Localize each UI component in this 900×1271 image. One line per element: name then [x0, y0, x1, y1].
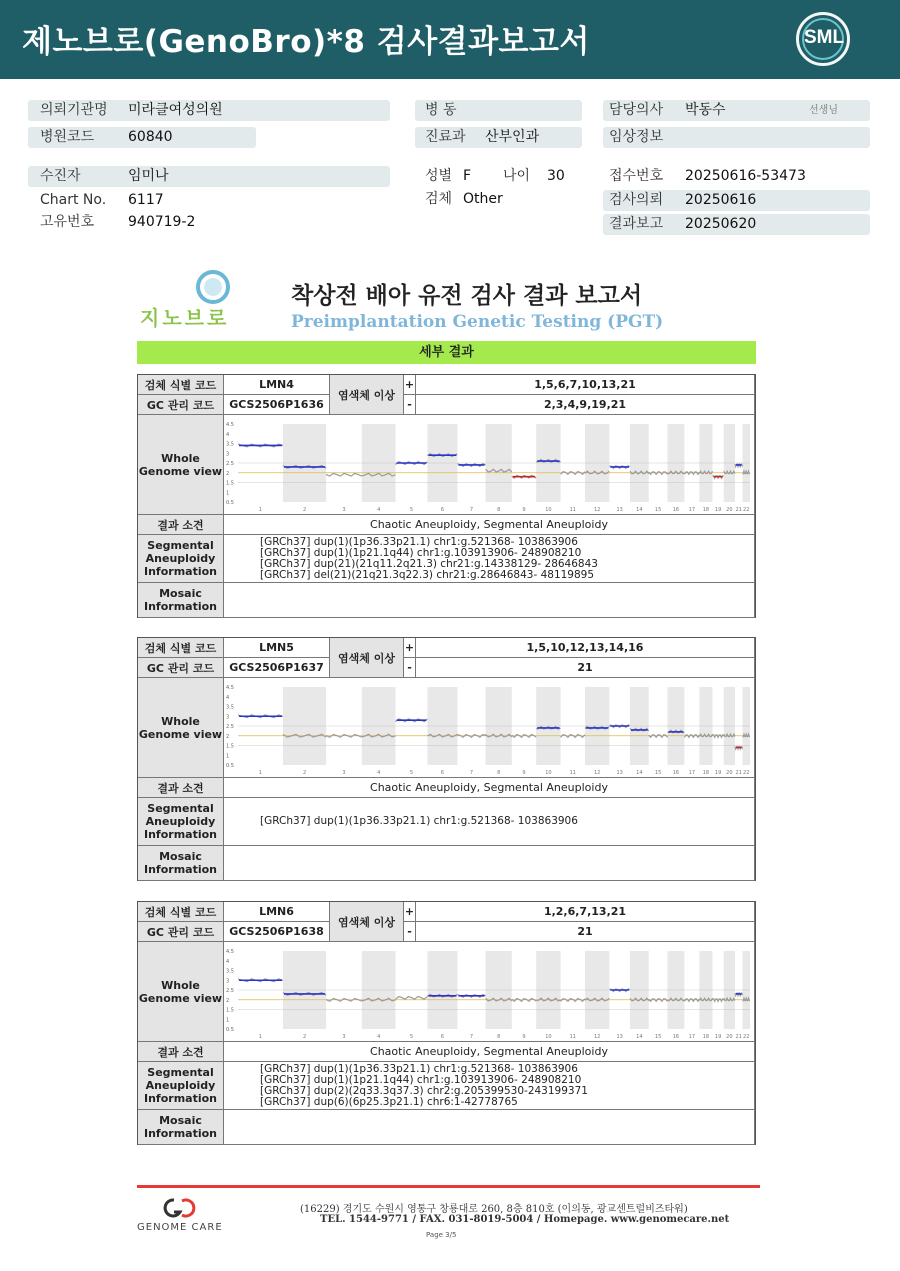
x-tick-label: 4: [377, 506, 381, 513]
y-tick-label: 1: [226, 752, 230, 759]
footer-contact: TEL. 1544-9771 / FAX. 031-8019-5004 / Homepage. www.genomecare.net: [320, 1214, 730, 1225]
age-label: 나이: [503, 168, 531, 184]
x-tick-label: 20: [726, 1033, 733, 1040]
gc-code-value: GCS2506P1638: [224, 922, 330, 942]
x-tick-label: 5: [409, 1033, 414, 1040]
whole-genome-label: Whole Genome view: [138, 942, 224, 1042]
specimen-label: 검체: [425, 191, 453, 207]
request-value: 20250616: [685, 192, 757, 208]
segmental-line: [GRCh37] dup(1)(1p21.1q44) chr1:g.103913906- 248908210: [260, 1074, 582, 1086]
x-tick-label: 17: [688, 1033, 696, 1040]
sample-id-value: LMN6: [224, 902, 330, 922]
x-tick-label: 8: [497, 769, 501, 776]
y-tick-label: 4.5: [226, 948, 234, 955]
dept-label: 진료과: [425, 129, 466, 145]
y-tick-label: 1: [226, 489, 230, 496]
id-label: 고유번호: [40, 214, 95, 230]
y-tick-label: 3: [226, 713, 230, 720]
gain-sign: +: [404, 638, 416, 658]
x-tick-label: 21: [735, 506, 742, 513]
mosaic-value: [224, 1110, 755, 1145]
x-tick-label: 14: [636, 769, 643, 776]
y-tick-label: 4: [226, 431, 230, 438]
x-tick-label: 14: [636, 1033, 643, 1040]
sample-table: [137, 374, 756, 618]
clinical-row: [603, 127, 870, 148]
x-tick-label: 10: [545, 1033, 552, 1040]
x-tick-label: 7: [469, 1033, 474, 1040]
whole-genome-plot: [224, 415, 755, 515]
x-tick-label: 21: [735, 769, 742, 776]
x-tick-label: 18: [702, 506, 710, 513]
name-row: [28, 166, 390, 187]
segmental-line: [GRCh37] dup(21)(21q11.2q21.3) chr21:g.14338129- 28646843: [260, 558, 598, 570]
gc-code-label: GC 관리 코드: [138, 395, 224, 415]
gc-code-value: GCS2506P1636: [224, 395, 330, 415]
hospital-code-row: [28, 127, 256, 148]
y-tick-label: 1: [226, 1016, 230, 1023]
mosaic-label: Mosaic Information: [138, 1110, 224, 1145]
mosaic-label: Mosaic Information: [138, 846, 224, 881]
sample-table: [137, 637, 756, 881]
x-tick-label: 6: [440, 1033, 445, 1040]
page-title: 제노브로(GenoBro)*8 검사결과보고서: [22, 24, 590, 60]
y-tick-label: 0.5: [226, 1026, 234, 1033]
chrom-abn-label: 염색체 이상: [330, 638, 404, 678]
doctor-row: [603, 100, 870, 121]
doctor-suffix: 선생님: [809, 105, 838, 116]
sex-value: F: [463, 168, 472, 184]
x-tick-label: 8: [497, 1033, 501, 1040]
loss-chromosomes: 21: [416, 658, 755, 678]
page-number: Page 3/5: [426, 1231, 457, 1239]
gc-code-label: GC 관리 코드: [138, 922, 224, 942]
x-tick-label: 9: [522, 506, 526, 513]
segmental-label: Segmental Aneuploidy Information: [138, 798, 224, 846]
report-subtitle: Preimplantation Genetic Testing (PGT): [291, 312, 664, 332]
segmental-value: [224, 798, 755, 846]
finding-label: 결과 소견: [138, 778, 224, 798]
age-value: 30: [547, 168, 565, 184]
sml-logo: [796, 12, 852, 66]
x-tick-label: 3: [342, 506, 346, 513]
sample-id-label: 검체 식별 코드: [138, 902, 224, 922]
finding-value: Chaotic Aneuploidy, Segmental Aneuploidy: [224, 515, 755, 535]
y-tick-label: 2.5: [226, 723, 234, 730]
y-tick-label: 1.5: [226, 1007, 234, 1013]
y-tick-label: 2: [226, 470, 230, 477]
gain-sign: +: [404, 375, 416, 395]
loss-sign: -: [404, 658, 416, 678]
report-title: 착상전 배아 유전 검사 결과 보고서: [291, 283, 643, 309]
report-row: [603, 214, 870, 235]
x-tick-label: 3: [342, 1033, 346, 1040]
x-tick-label: 6: [440, 769, 445, 776]
x-tick-label: 22: [743, 506, 750, 513]
dept-row: [415, 127, 582, 148]
y-tick-label: 2: [226, 997, 230, 1004]
x-tick-label: 5: [409, 769, 414, 776]
clinical-label: 임상정보: [609, 129, 664, 145]
x-tick-label: 13: [616, 1033, 623, 1040]
x-tick-label: 7: [469, 769, 474, 776]
x-tick-label: 5: [409, 506, 414, 513]
x-tick-label: 6: [440, 506, 445, 513]
x-tick-label: 11: [569, 1033, 576, 1040]
gc-code-value: GCS2506P1637: [224, 658, 330, 678]
gc-code-label: GC 관리 코드: [138, 658, 224, 678]
sex-age-row: [415, 166, 590, 187]
chart-label: Chart No.: [40, 192, 107, 208]
segmental-line: [GRCh37] del(21)(21q21.3q22.3) chr21:g.28646843- 48119895: [260, 569, 595, 581]
gain-chromosomes: 1,2,6,7,13,21: [416, 902, 755, 922]
request-label: 검사의뢰: [609, 192, 664, 208]
x-tick-label: 9: [522, 1033, 526, 1040]
x-tick-label: 1: [258, 506, 263, 513]
receipt-row: [603, 166, 870, 187]
sample-id-label: 검체 식별 코드: [138, 638, 224, 658]
x-tick-label: 16: [672, 1033, 680, 1040]
hospital-code-value: 60840: [128, 129, 173, 145]
genobro-logo-text: 지노브로: [140, 306, 230, 330]
receipt-value: 20250616-53473: [685, 168, 806, 184]
x-tick-label: 8: [497, 506, 501, 513]
loss-chromosomes: 2,3,4,9,19,21: [416, 395, 755, 415]
x-tick-label: 19: [714, 506, 722, 513]
x-tick-label: 1: [258, 1033, 263, 1040]
institution-value: 미라클여성의원: [128, 102, 223, 118]
doctor-value: 박동수: [685, 102, 726, 118]
y-tick-label: 3: [226, 450, 230, 457]
y-tick-label: 3: [226, 977, 230, 984]
specimen-value: Other: [463, 191, 503, 207]
name-value: 임미나: [128, 168, 169, 184]
x-tick-label: 11: [569, 769, 576, 776]
x-tick-label: 16: [672, 769, 680, 776]
finding-label: 결과 소견: [138, 515, 224, 535]
ward-label: 병 동: [425, 102, 457, 118]
hospital-code-label: 병원코드: [40, 129, 95, 145]
whole-genome-label: Whole Genome view: [138, 415, 224, 515]
x-tick-label: 15: [654, 769, 662, 776]
x-tick-label: 16: [672, 506, 680, 513]
segmental-line: [GRCh37] dup(6)(6p25.3p21.1) chr6:1-42778765: [260, 1096, 518, 1108]
segmental-line: [GRCh37] dup(1)(1p36.33p21.1) chr1:g.521368- 103863906: [260, 1063, 578, 1075]
institution-row: [28, 100, 390, 121]
genome-care-logo-icon: [160, 1197, 200, 1219]
x-tick-label: 4: [377, 1033, 381, 1040]
x-tick-label: 22: [743, 769, 750, 776]
mosaic-label: Mosaic Information: [138, 583, 224, 618]
sample-id-value: LMN5: [224, 638, 330, 658]
x-tick-label: 18: [702, 1033, 710, 1040]
genome-plot-svg: [224, 679, 754, 777]
ward-row: [415, 100, 582, 121]
footer-address: (16229) 경기도 수원시 영통구 창룡대로 260, 8층 810호 (이의동, 광교센트럴비즈타워): [300, 1204, 688, 1215]
whole-genome-plot: [224, 942, 755, 1042]
gain-chromosomes: 1,5,10,12,13,14,16: [416, 638, 755, 658]
finding-value: Chaotic Aneuploidy, Segmental Aneuploidy: [224, 778, 755, 798]
x-tick-label: 4: [377, 769, 381, 776]
sample-id-label: 검체 식별 코드: [138, 375, 224, 395]
request-row: [603, 190, 870, 211]
section-header: 세부 결과: [137, 341, 756, 364]
sex-label: 성별: [425, 168, 453, 184]
y-tick-label: 3.5: [226, 704, 234, 710]
y-tick-label: 1.5: [226, 480, 234, 486]
x-tick-label: 11: [569, 506, 576, 513]
report-value: 20250620: [685, 216, 757, 232]
loss-sign: -: [404, 395, 416, 415]
report-label: 결과보고: [609, 216, 664, 232]
y-tick-label: 2.5: [226, 987, 234, 994]
whole-genome-label: Whole Genome view: [138, 678, 224, 778]
finding-value: Chaotic Aneuploidy, Segmental Aneuploidy: [224, 1042, 755, 1062]
gain-chromosomes: 1,5,6,7,10,13,21: [416, 375, 755, 395]
mosaic-value: [224, 583, 755, 618]
segmental-line: [GRCh37] dup(1)(1p36.33p21.1) chr1:g.521368- 103863906: [260, 536, 578, 548]
x-tick-label: 15: [654, 506, 662, 513]
name-label: 수진자: [40, 168, 81, 184]
x-tick-label: 9: [522, 769, 526, 776]
x-tick-label: 12: [593, 1033, 601, 1040]
genome-plot-svg: [224, 943, 754, 1041]
loss-chromosomes: 21: [416, 922, 755, 942]
chart-value: 6117: [128, 192, 164, 208]
y-tick-label: 0.5: [226, 499, 234, 506]
doctor-label: 담당의사: [609, 102, 664, 118]
x-tick-label: 13: [616, 769, 623, 776]
x-tick-label: 17: [688, 769, 696, 776]
y-tick-label: 4: [226, 958, 230, 965]
x-tick-label: 12: [593, 506, 601, 513]
x-tick-label: 2: [302, 506, 307, 513]
sample-table: [137, 901, 756, 1145]
receipt-label: 접수번호: [609, 168, 664, 184]
y-tick-label: 3.5: [226, 968, 234, 974]
chrom-abn-label: 염색체 이상: [330, 902, 404, 942]
x-tick-label: 20: [726, 506, 733, 513]
x-tick-label: 19: [714, 1033, 722, 1040]
institution-label: 의뢰기관명: [40, 102, 108, 118]
segmental-line: [GRCh37] dup(2)(2q33.3q37.3) chr2:g.205399530-243199371: [260, 1085, 588, 1097]
gain-sign: +: [404, 902, 416, 922]
id-value: 940719-2: [128, 214, 196, 230]
header-bar: [0, 0, 900, 79]
x-tick-label: 10: [545, 506, 552, 513]
loss-sign: -: [404, 922, 416, 942]
y-tick-label: 4: [226, 694, 230, 701]
x-tick-label: 7: [469, 506, 474, 513]
whole-genome-plot: [224, 678, 755, 778]
segmental-value: [224, 1062, 755, 1110]
y-tick-label: 3.5: [226, 441, 234, 447]
y-tick-label: 2: [226, 733, 230, 740]
company-name: GENOME CARE: [137, 1222, 223, 1233]
segmental-label: Segmental Aneuploidy Information: [138, 535, 224, 583]
segmental-label: Segmental Aneuploidy Information: [138, 1062, 224, 1110]
x-tick-label: 18: [702, 769, 710, 776]
y-tick-label: 4.5: [226, 421, 234, 428]
x-tick-label: 1: [258, 769, 263, 776]
genome-plot-svg: [224, 416, 754, 514]
x-tick-label: 21: [735, 1033, 742, 1040]
y-tick-label: 0.5: [226, 762, 234, 769]
x-tick-label: 19: [714, 769, 722, 776]
segmental-line: [GRCh37] dup(1)(1p21.1q44) chr1:g.103913906- 248908210: [260, 547, 582, 559]
y-tick-label: 2.5: [226, 460, 234, 467]
y-tick-label: 4.5: [226, 684, 234, 691]
specimen-row: [415, 189, 590, 210]
sample-id-value: LMN4: [224, 375, 330, 395]
segmental-line: [GRCh37] dup(1)(1p36.33p21.1) chr1:g.521368- 103863906: [260, 815, 578, 827]
x-tick-label: 13: [616, 506, 623, 513]
dept-value: 산부인과: [485, 129, 540, 145]
sml-logo-text: SML: [803, 27, 845, 48]
x-tick-label: 22: [743, 1033, 750, 1040]
x-tick-label: 3: [342, 769, 346, 776]
chrom-abn-label: 염색체 이상: [330, 375, 404, 415]
segmental-value: [224, 535, 755, 583]
id-row: [28, 212, 390, 233]
x-tick-label: 12: [593, 769, 601, 776]
chart-row: [28, 190, 390, 211]
x-tick-label: 2: [302, 769, 307, 776]
mosaic-value: [224, 846, 755, 881]
x-tick-label: 10: [545, 769, 552, 776]
footer-divider: [137, 1185, 760, 1188]
x-tick-label: 2: [302, 1033, 307, 1040]
y-tick-label: 1.5: [226, 743, 234, 749]
x-tick-label: 20: [726, 769, 733, 776]
x-tick-label: 14: [636, 506, 643, 513]
finding-label: 결과 소견: [138, 1042, 224, 1062]
x-tick-label: 15: [654, 1033, 662, 1040]
x-tick-label: 17: [688, 506, 696, 513]
